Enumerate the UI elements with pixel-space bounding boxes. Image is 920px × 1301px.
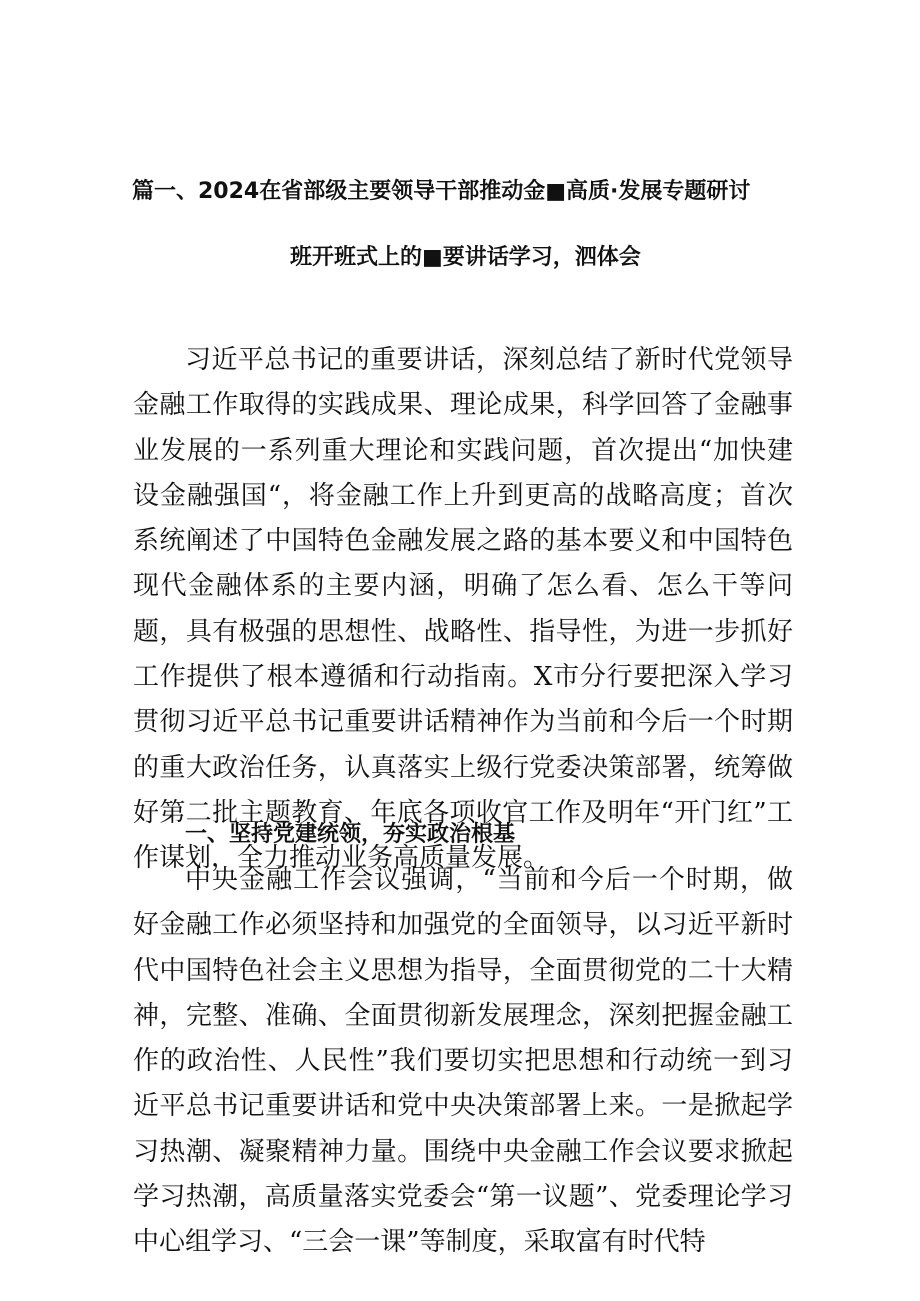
document-title-line-1: 篇一、2024在省部级主要领导干部推动金■高质·发展专题研讨 <box>132 179 751 204</box>
body-paragraph-1: 习近平总书记的重要讲话，深刻总结了新时代党领导金融工作取得的实践成果、理论成果，科学回答了金融事业发展的一系列重大理论和实践问题，首次提出“加快建设金融强国“，将金融工作上升到更高的战略高度；首次系统阐述了中国特色金融发展之路的基本要义和中国特色现代金融体系的主要内涵，明确了怎么看、怎么干等问题，具有极强的思想性、战略性、指导性，为进一步抓好工作提供了根本遵循和行动指南。X市分行要把深入学习贯彻习近平总书记重要讲话精神作为当前和今后一个时期的重大政治任务，认真落实上级行党委决策部署，统筹做好第二批主题教育、年底各项收官工作及明年“开门红”工作谋划，全力推动业务高质量发展。 <box>133 345 793 874</box>
document-title-line-2: 班开班式上的■要讲话学习，泗体会 <box>290 245 641 270</box>
section-heading-1: 一、坚持党建统领，夯实政治根基 <box>185 822 516 847</box>
body-paragraph-2: 中央金融工作会议强调，“当前和今后一个时期，做好金融工作必须坚持和加强党的全面领导，以习近平新时代中国特色社会主义思想为指导，全面贯彻党的二十大精神，完整、准确、全面贯彻新发展理念，深刻把握金融工作的政治性、人民性”我们要切实把思想和行动统一到习近平总书记重要讲话和党中央决策部署上来。一是掀起学习热潮、凝聚精神力量。围绕中央金融工作会议要求掀起学习热潮，高质量落实党委会“第一议题”、党委理论学习中心组学习、“三会一课”等制度，采取富有时代特 <box>133 865 793 1258</box>
